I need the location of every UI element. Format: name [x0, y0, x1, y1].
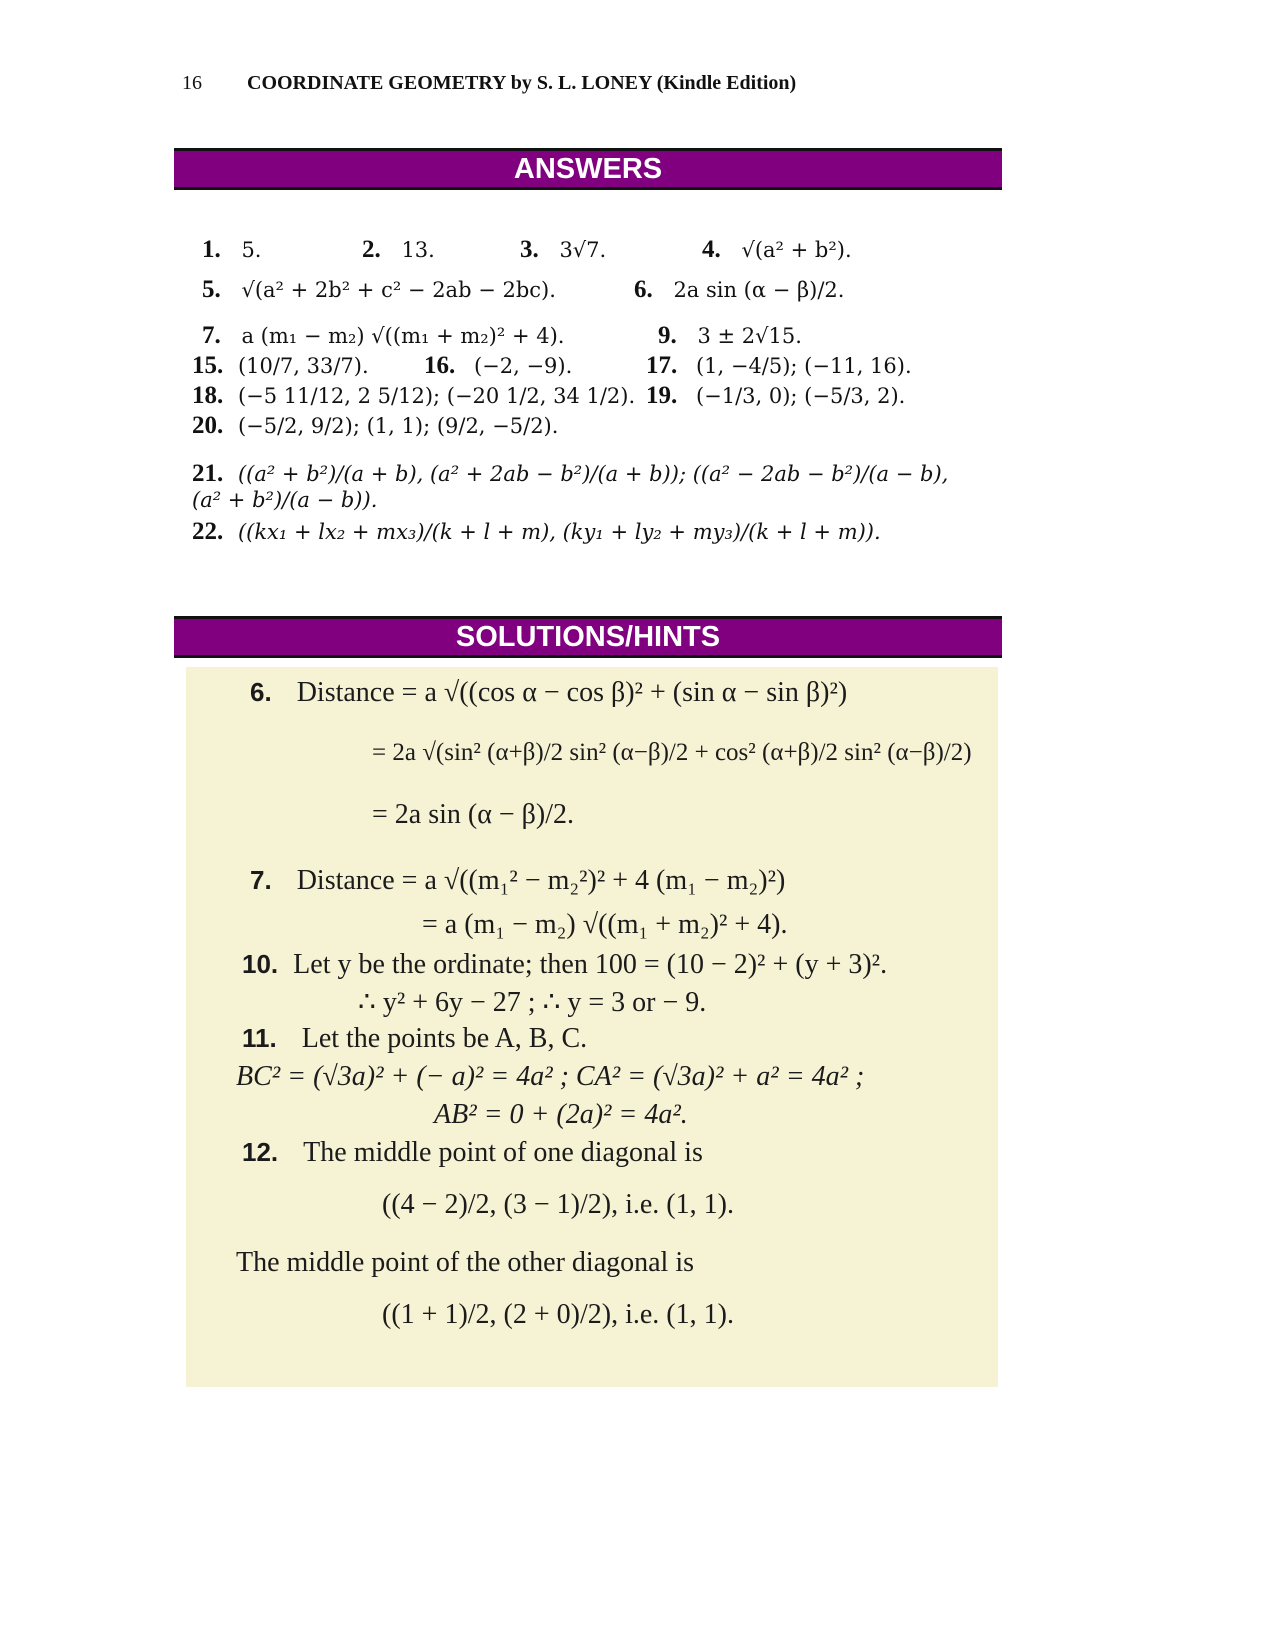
solution-line: = a (m₁ − m₂) √((m₁ + m₂)² + 4). — [422, 909, 788, 940]
answer-item: 1. 5. — [202, 236, 262, 263]
answer-item: 15. (10/7, 33/7). — [192, 352, 369, 379]
solution-line: 12. The middle point of one diagonal is — [242, 1137, 703, 1168]
answers-list — [192, 232, 962, 582]
answer-item: 5. √(a² + 2b² + c² − 2ab − 2bc). — [202, 276, 556, 303]
solutions-scan — [186, 667, 998, 1387]
solution-line: 6. Distance = a √((cos α − cos β)² + (sin α − sin β)²) — [250, 677, 848, 708]
solution-line: The middle point of the other diagonal is — [236, 1247, 695, 1278]
answer-item: 3. 3√7. — [520, 236, 607, 263]
answer-item: 16. (−2, −9). — [424, 352, 573, 379]
solution-line: = 2a sin (α − β)/2. — [372, 799, 575, 830]
solution-line: ((1 + 1)/2, (2 + 0)/2), i.e. (1, 1). — [382, 1299, 734, 1330]
answer-item: 20. (−5/2, 9/2); (1, 1); (9/2, −5/2). — [192, 412, 559, 439]
solution-line: AB² = 0 + (2a)² = 4a². — [434, 1099, 688, 1130]
solution-line: 7. Distance = a √((m₁² − m₂²)² + 4 (m₁ − m₂)²) — [250, 865, 786, 896]
solution-line: 10. Let y be the ordinate; then 100 = (10 − 2)² + (y + 3)². — [242, 949, 888, 980]
answer-item: 22. ((kx₁ + lx₂ + mx₃)/(k + l + m), (ky₁ + ly₂ + my₃)/(k + l + m)). — [192, 518, 881, 545]
answer-item: 4. √(a² + b²). — [702, 236, 852, 263]
answer-item: 19. (−1/3, 0); (−5/3, 2). — [646, 382, 906, 409]
solution-line: ∴ y² + 6y − 27 ; ∴ y = 3 or − 9. — [358, 987, 707, 1018]
solution-line: = 2a √(sin² (α+β)/2 sin² (α−β)/2 + cos² (α+β)/2 sin² (α−β)/2) — [372, 739, 972, 766]
solutions-heading: SOLUTIONS/HINTS — [174, 616, 1002, 658]
solution-line: BC² = (√3a)² + (− a)² = 4a² ; CA² = (√3a)² + a² = 4a² ; — [236, 1061, 865, 1092]
page-number: 16 — [182, 72, 202, 94]
answer-item: 6. 2a sin (α − β)/2. — [634, 276, 845, 303]
answer-item: 17. (1, −4/5); (−11, 16). — [646, 352, 912, 379]
answer-item: 7. a (m₁ − m₂) √((m₁ + m₂)² + 4). — [202, 322, 565, 349]
answer-item: 2. 13. — [362, 236, 435, 263]
solution-line: ((4 − 2)/2, (3 − 1)/2), i.e. (1, 1). — [382, 1189, 734, 1220]
solution-line: 11. Let the points be A, B, C. — [242, 1023, 588, 1054]
book-title: COORDINATE GEOMETRY by S. L. LONEY (Kindle Edition) — [247, 72, 797, 94]
answer-item: 21. ((a² + b²)/(a + b), (a² + 2ab − b²)/(a + b)); ((a² − 2ab − b²)/(a − b), (a² + b²)/(a − b)). — [192, 460, 949, 512]
answers-heading: ANSWERS — [174, 148, 1002, 190]
answer-item: 18. (−5 11/12, 2 5/12); (−20 1/2, 34 1/2). — [192, 382, 636, 409]
answer-item: 9. 3 ± 2√15. — [658, 322, 802, 349]
running-header — [182, 72, 796, 95]
